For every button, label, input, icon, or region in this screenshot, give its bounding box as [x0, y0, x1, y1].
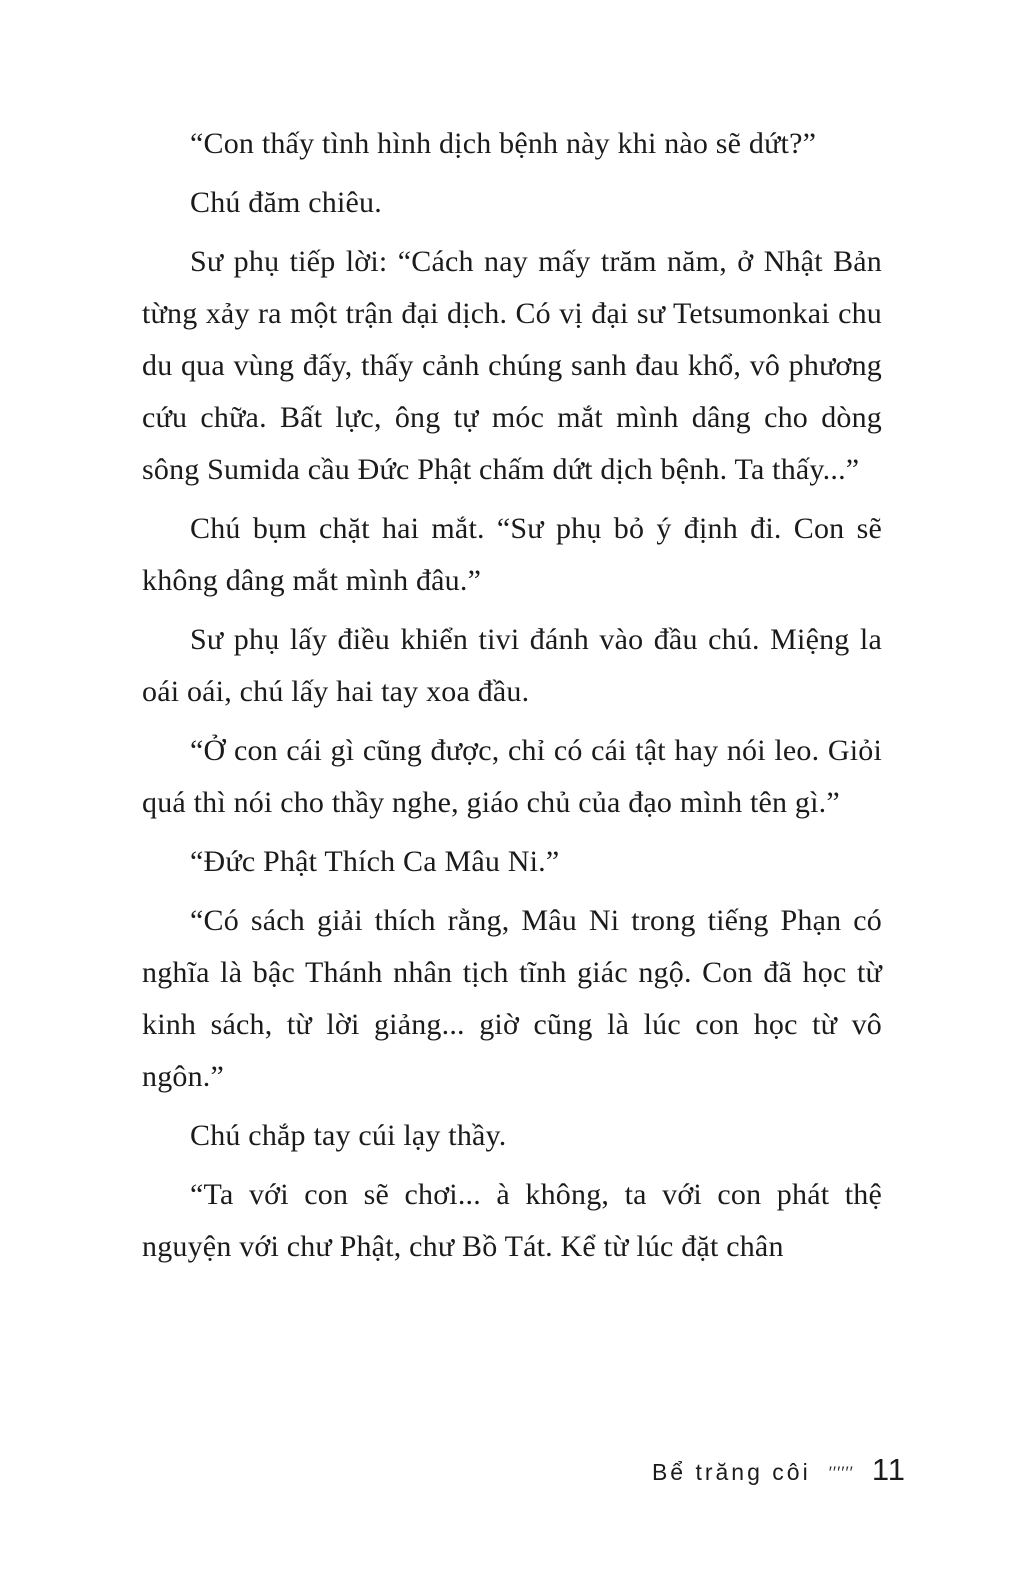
paragraph: Sư phụ lấy điều khiển tivi đánh vào đầu chú. Miệng la oái oái, chú lấy hai tay xoa đầu.	[142, 623, 882, 708]
paragraph: Sư phụ tiếp lời: “Cách nay mấy trăm năm, ở Nhật Bản từng xảy ra một trận đại dịch. Có vị đại sư Tetsumonkai chu du qua vùng đấy, thấy cảnh chúng sanh đau khổ, vô phương cứu chữa. Bất lực, ông tự móc mắt mình dâng cho dòng sông Sumida cầu Đức Phật chấm dứt dịch bệnh. Ta thấy...”	[142, 245, 882, 486]
book-page-body	[142, 118, 882, 1280]
footer-ornament-icon: ′′′′′′	[828, 1463, 854, 1482]
paragraph: “Con thấy tình hình dịch bệnh này khi nào sẽ dứt?”	[190, 127, 817, 160]
book-title: Bể trăng côi	[651, 1459, 811, 1485]
paragraph: Chú bụm chặt hai mắt. “Sư phụ bỏ ý định đi. Con sẽ không dâng mắt mình đâu.”	[142, 512, 882, 597]
paragraph: “Ở con cái gì cũng được, chỉ có cái tật hay nói leo. Giỏi quá thì nói cho thầy nghe, giáo chủ của đạo mình tên gì.”	[142, 734, 882, 819]
paragraph: “Đức Phật Thích Ca Mâu Ni.”	[190, 845, 560, 878]
page-footer	[652, 1452, 906, 1488]
paragraph: “Có sách giải thích rằng, Mâu Ni trong tiếng Phạn có nghĩa là bậc Thánh nhân tịch tĩnh giác ngộ. Con đã học từ kinh sách, từ lời giảng... giờ cũng là lúc con học từ vô ngôn.”	[142, 904, 882, 1093]
page-number: 11	[871, 1452, 906, 1487]
paragraph: Chú chắp tay cúi lạy thầy.	[190, 1119, 507, 1152]
paragraph: “Ta với con sẽ chơi... à không, ta với con phát thệ nguyện với chư Phật, chư Bồ Tát. Kể từ lúc đặt chân	[142, 1178, 882, 1263]
paragraph: Chú đăm chiêu.	[190, 186, 382, 219]
